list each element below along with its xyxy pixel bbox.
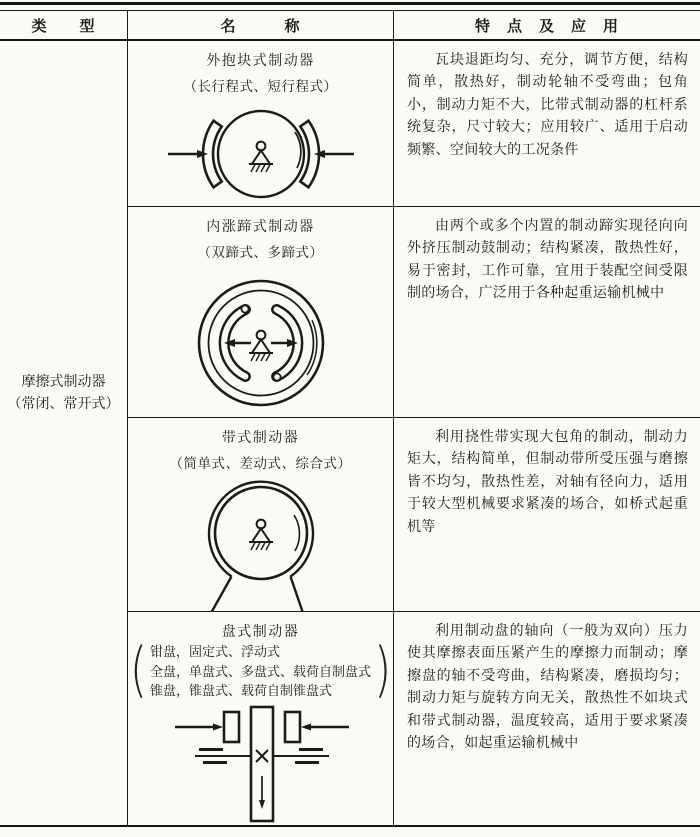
brake-types-table [0,11,700,825]
row3-features-cell: 利用挠性带实现大包角的制动，制动力矩大，结构简单，但制动带所受压强与磨擦皆不均匀，散热性差，对轴有径向力，适用于较大型机械要求紧凑的场合，如桥式起重机等 [393,418,700,612]
table-bottom-rule [0,825,700,827]
header-type: 类 型 [0,11,127,41]
row4-variant-full-disc: 全盘，单盘式、多盘式、载荷自制盘式 [149,663,371,679]
external-block-brake-diagram [156,98,366,207]
row2-brake-subtypes: （双蹄式、多蹄式） [197,245,324,260]
left-brace: ( [129,636,147,705]
row3-brake-subtypes: （简单式、差动式、综合式） [169,456,352,471]
header-features: 特 点 及 应 用 [393,11,700,41]
row1-brake-subtypes: （长行程式、短行程式） [183,79,338,94]
row2-features-cell: 由两个或多个内置的制动蹄实现径向向外挤压制动鼓制动；结构紧凑，散热性好，易于密封，工作可靠，宜用于装配空间受限制的场合，广泛用于各种起重运输机械中 [393,207,700,418]
disc-brake-diagram [161,704,361,826]
row4-variant-cone: 锥盘，锥盘式、载荷自制锥盘式 [149,683,332,698]
band-brake-diagram [161,475,361,612]
row4-brake-name: 盘式制动器 [221,625,300,640]
type-column-cell [0,41,127,825]
row1-features-cell: 瓦块退距均匀、充分，调节方便，结构简单，散热好，制动轮轴不受弯曲；包角小，制动力矩不大，比带式制动器的杠杆系统复杂，尺寸较大；应用较广、适用于启动频繁、空间较大的工况条件 [393,41,700,207]
row4-name-cell [127,612,393,825]
right-brace: ) [374,636,392,705]
header-name: 名 称 [127,11,393,41]
row2-brake-name: 内涨蹄式制动器 [206,220,315,235]
row4-features-cell: 利用制动盘的轴向（一般为双向）压力使其摩擦表面压紧产生的摩擦力而制动；摩擦盘的轴不受弯曲，结构紧凑，磨损均匀；制动力矩与旋转方向无关，散热性不如块式和带式制动器，温度较高，适用于要求紧凑的场合，如起重运输机械中 [393,612,700,825]
row3-name-cell [127,418,393,612]
row4-variant-list [129,636,392,705]
row4-variant-caliper: 钳盘，固定式、浮动式 [149,644,280,659]
type-label-line2: （常闭、常开式） [7,397,120,412]
row1-name-cell [127,41,393,207]
row2-name-cell [127,207,393,418]
row3-brake-name: 带式制动器 [221,431,300,446]
type-label-line1: 摩擦式制动器 [21,374,106,390]
internal-shoe-brake-diagram [161,264,361,418]
table-top-heavy-rule [0,2,700,5]
row1-brake-name: 外抱块式制动器 [206,54,315,69]
